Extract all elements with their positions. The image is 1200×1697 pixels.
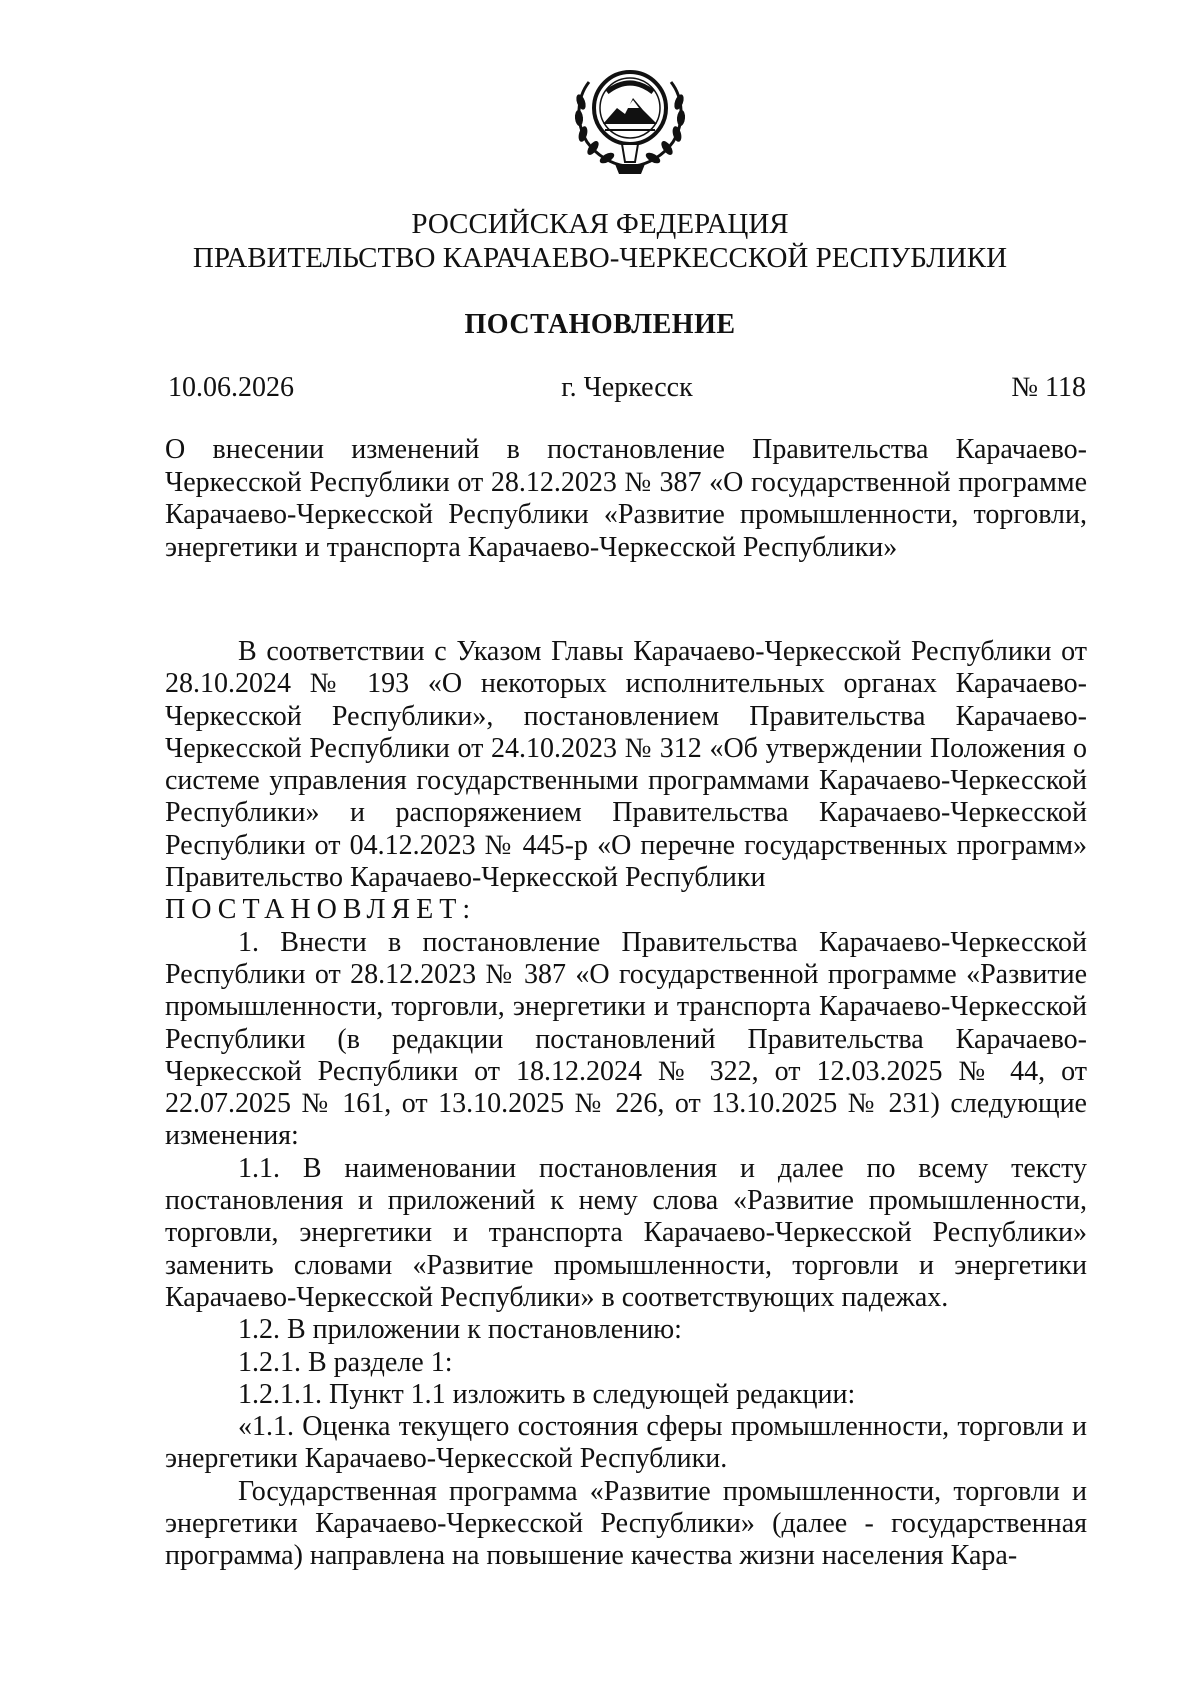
paragraph-1-1: 1.1. В наименовании постановления и далее по всему тексту постановления и приложений к нему слова «Развитие промышленности, торговли, энергетики и транспорта Карачаево-Черкесской Республики» заменить словами «Развитие промышленности, торговли и энергетики Карачаево-Черкесской Республики» в соответствующих падежах. xyxy=(165,1152,1087,1313)
paragraph-1-2-1: 1.2.1. В разделе 1: xyxy=(238,1346,453,1378)
document-body xyxy=(165,636,1087,1573)
resolves-heading: ПОСТАНОВЛЯЕТ: xyxy=(165,894,477,926)
header-country: РОССИЙСКАЯ ФЕДЕРАЦИЯ xyxy=(411,208,789,240)
quoted-paragraph-2: Государственная программа «Развитие промышленности, торговли и энергетики Карачаево-Черкесской Республики» (далее - государственная программа) направлена на повышение качества жизни населения Кара- xyxy=(165,1475,1087,1572)
quoted-paragraph-1: «1.1. Оценка текущего состояния сферы промышленности, торговли и энергетики Карачаево-Черкесской Республики. xyxy=(165,1411,1087,1475)
paragraph-1-2-1-1: 1.2.1.1. Пункт 1.1 изложить в следующей редакции: xyxy=(238,1378,856,1410)
document-date: 10.06.2026 xyxy=(168,372,294,403)
document-number: № 118 xyxy=(1011,372,1086,403)
document-subject-title: О внесении изменений в постановление Правительства Карачаево-Черкесской Республики от 28.12.2023 № 387 «О государственной программе Карачаево-Черкесской Республики «Развитие промышленности, торговли, энергетики и транспорта Карачаево-Черкесской Республики» xyxy=(165,434,1087,563)
document-city: г. Черкесск xyxy=(561,372,693,403)
paragraph-1-2: 1.2. В приложении к постановлению: xyxy=(238,1314,682,1346)
paragraph-1: 1. Внести в постановление Правительства Карачаево-Черкесской Республики от 28.12.2023 № 387 «О государственной программе «Развитие промышленности, торговли, энергетики и транспорта Карачаево-Черкесской Республики (в редакции постановлений Правительства Карачаево-Черкесской Республики от 18.12.2024 № 322, от 12.03.2025 № 44, от 22.07.2025 № 161, от 13.10.2025 № 226, от 13.10.2025 № 231) следующие изменения: xyxy=(165,926,1087,1152)
document-meta-row xyxy=(168,372,1086,404)
coat-of-arms-emblem xyxy=(567,52,693,176)
document-type-title: ПОСТАНОВЛЕНИЕ xyxy=(464,309,736,340)
preamble-paragraph: В соответствии с Указом Главы Карачаево-Черкесской Республики от 28.10.2024 № 193 «О некоторых исполнительных органах Карачаево-Черкесской Республики», постановлением Правительства Карачаево-Черкесской Республики от 24.10.2023 № 312 «Об утверждении Положения о системе управления государственными программами Карачаево-Черкесской Республики» и распоряжением Правительства Карачаево-Черкесской Республики от 04.12.2023 № 445-р «О перечне государственных программ» Правительство Карачаево-Черкесской Республики xyxy=(165,636,1087,894)
header-government: ПРАВИТЕЛЬСТВО КАРАЧАЕВО-ЧЕРКЕССКОЙ РЕСПУБЛИКИ xyxy=(192,242,1008,274)
